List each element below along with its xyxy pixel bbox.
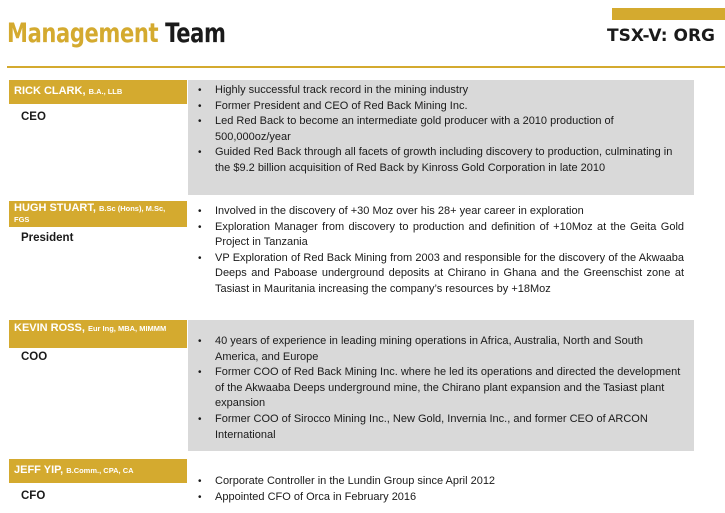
title-divider (7, 66, 725, 68)
page-title-part1: Management (7, 18, 159, 49)
person-credentials: B.A., LLB (88, 87, 123, 96)
person-credentials: B.Sc (Hons), M.Sc, FGS (14, 204, 166, 224)
bio-bullet: • Involved in the discovery of +30 Moz over his 28+ year career in exploration (198, 205, 584, 217)
person-name: JEFF YIP, (14, 464, 64, 476)
name-bar (9, 201, 187, 227)
person-description (188, 471, 694, 513)
person-role: CFO (21, 490, 46, 502)
name-bar (9, 80, 187, 104)
name-bar (9, 459, 187, 483)
bio-bullet: • Former President and CEO of Red Back Mining Inc. (198, 99, 468, 112)
bio-bullet: • Appointed CFO of Orca in February 2016 (198, 490, 417, 503)
bio-bullet: • Led Red Back to become an intermediate gold producer with a 2010 production of 500,000oz/year (198, 115, 614, 143)
top-accent-bar (612, 8, 725, 20)
person-role: COO (21, 351, 48, 363)
person-name: RICK CLARK, (14, 85, 86, 97)
person-credentials: B.Comm., CPA, CA (66, 466, 134, 475)
person-description (188, 80, 694, 195)
bio-bullet: • Corporate Controller in the Lundin Group since April 2012 (198, 475, 496, 487)
bio-bullet: • Exploration Manager from discovery to production and definition of +10Moz at the Geita Gold Project in Tanzania (198, 220, 684, 249)
person-name: KEVIN ROSS, (14, 322, 85, 334)
person-role: CEO (21, 111, 46, 123)
page-title (7, 18, 226, 49)
person-name: HUGH STUART, (14, 202, 96, 214)
bio-bullet: • Former COO of Sirocco Mining Inc., New Gold, Invernia Inc., and former CEO of ARCON International (198, 412, 648, 441)
ticker-symbol: TSX-V: ORG (607, 26, 715, 46)
bio-bullet: • 40 years of experience in leading mining operations in Africa, Australia, North and South America, and Europe (198, 335, 644, 363)
bio-bullet: • Highly successful track record in the mining industry (198, 84, 469, 96)
bio-bullet: • Former COO of Red Back Mining Inc. where he led its operations and directed the development of the Akwaaba Deeps underground mine, the Chirano plant expansion and the Tasiast plant expansion (198, 366, 681, 410)
person-role: President (21, 232, 74, 244)
page-title-part2: Team (165, 18, 226, 49)
person-description (188, 320, 694, 451)
bio-bullet: • Guided Red Back through all facets of growth including discovery to production, culminating in the $9.2 billion acquisition of Red Back by Kinross Gold Corporation in late 2010 (198, 146, 673, 174)
person-description (188, 201, 694, 317)
bio-bullet: • VP Exploration of Red Back Mining from 2003 and responsible for the discovery of the Akwaaba Deeps and Paboase underground deposits at Chirano in Ghana and the Greenschist zone at Tasiast in Mauritania increasing the company’s resources by +18Moz (198, 251, 684, 295)
person-credentials: Eur Ing, MBA, MIMMM (87, 324, 167, 333)
name-bar (9, 320, 187, 348)
